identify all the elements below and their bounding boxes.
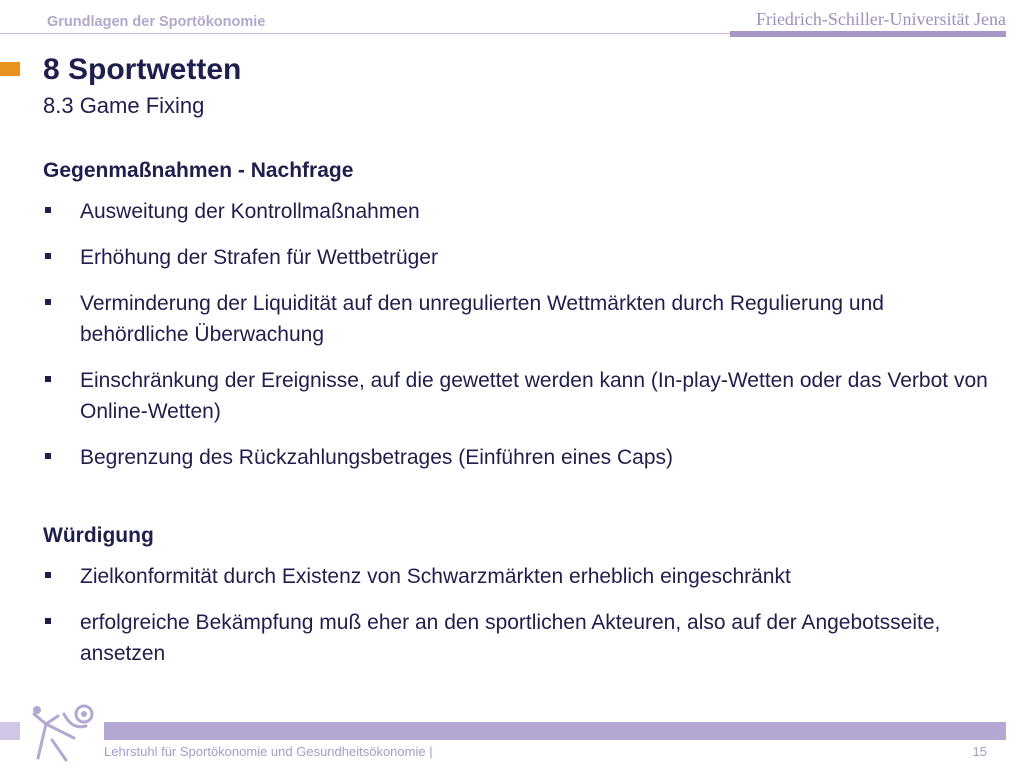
university-name: Friedrich-Schiller-Universität Jena	[755, 9, 1006, 29]
footer-bar	[104, 722, 1006, 740]
footer-bar-left	[0, 722, 20, 740]
header-accent-bar	[730, 31, 1006, 37]
page-number: 15	[972, 744, 987, 759]
list-item: Einschränkung der Ereignisse, auf die gewettet werden kann (In-play-Wetten oder das Verbot von Online-Wetten)	[43, 365, 993, 427]
bullet-list	[43, 561, 993, 669]
list-item: Begrenzung des Rückzahlungsbetrages (Einführen eines Caps)	[43, 442, 993, 473]
course-title: Grundlagen der Sportökonomie	[47, 14, 266, 30]
list-item: Zielkonformität durch Existenz von Schwarzmärkten erheblich eingeschränkt	[43, 561, 993, 592]
list-item: Erhöhung der Strafen für Wettbetrüger	[43, 242, 993, 273]
header-divider	[0, 33, 730, 34]
list-item: Ausweitung der Kontrollmaßnahmen	[43, 196, 993, 227]
section-countermeasures	[43, 156, 993, 473]
list-item: Verminderung der Liquidität auf den unregulierten Wettmärkten durch Regulierung und behördliche Überwachung	[43, 288, 993, 350]
title-accent-square	[0, 62, 20, 76]
slide-subtitle: 8.3 Game Fixing	[43, 93, 205, 118]
section-heading: Gegenmaßnahmen - Nachfrage	[43, 159, 354, 182]
slide-content	[43, 156, 993, 684]
section-heading: Würdigung	[43, 524, 154, 547]
section-assessment	[43, 521, 993, 669]
bullet-list	[43, 196, 993, 473]
slide-title: 8 Sportwetten	[43, 53, 242, 86]
chair-logo-icon	[24, 700, 100, 766]
footer-chair-name: Lehrstuhl für Sportökonomie und Gesundheitsökonomie |	[104, 744, 433, 759]
list-item: erfolgreiche Bekämpfung muß eher an den sportlichen Akteuren, also auf der Angebotsseite, ansetzen	[43, 607, 993, 669]
